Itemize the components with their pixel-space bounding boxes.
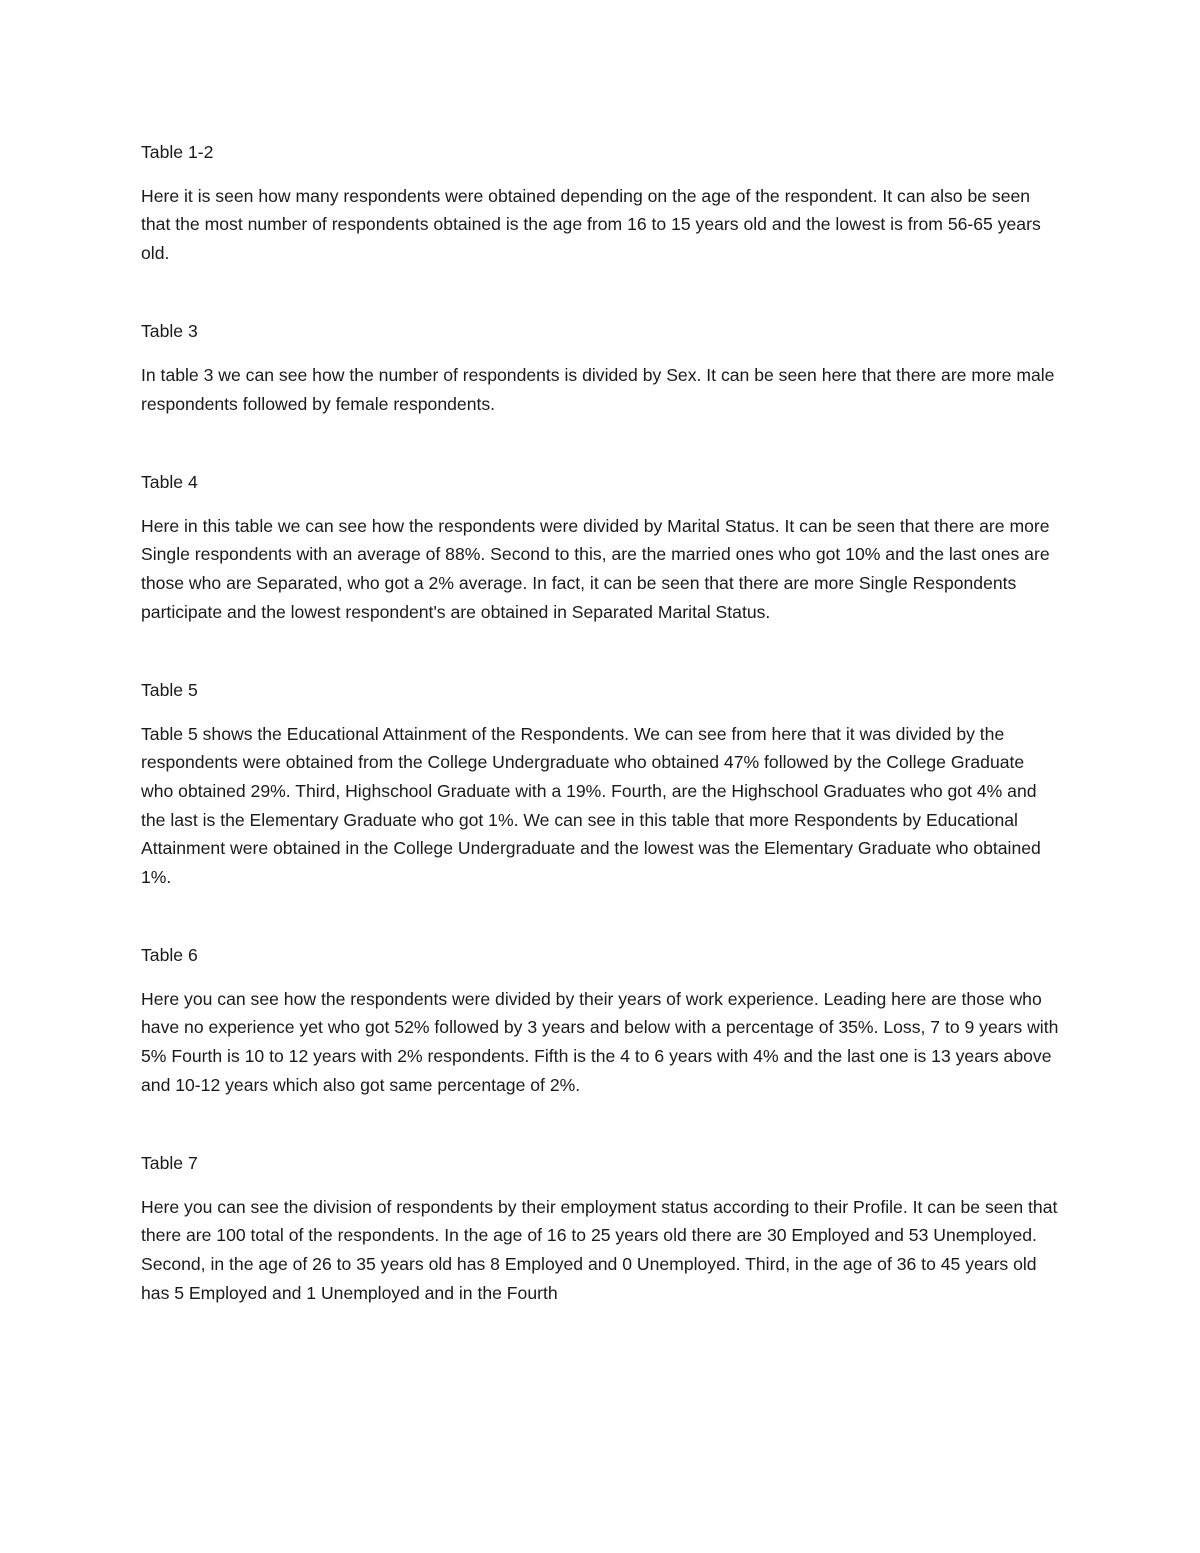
section-paragraph: Table 5 shows the Educational Attainment of the Respondents. We can see from here that it was divided by the respondents were obtained from the College Undergraduate who obtained 47% followed by the College Graduate who obtained 29%. Third, Highschool Graduate with a 19%. Fourth, are the Highschool Graduates who got 4% and the last is the Elementary Graduate who got 1%. We can see in this table that more Respondents by Educational Attainment were obtained in the College Undergraduate and the lowest was the Elementary Graduate who obtained 1%. — [141, 723, 1041, 887]
section-paragraph: Here you can see how the respondents were divided by their years of work experience. Leading here are those who have no experience yet who got 52% followed by 3 years and below with a percentage of 35%. Loss, 7 to 9 years with 5% Fourth is 10 to 12 years with 2% respondents. Fifth is the 4 to 6 years with 4% and the last one is 13 years above and 10-12 years which also got same percentage of 2%. — [141, 988, 1059, 1095]
section-heading: Table 6 — [141, 945, 198, 966]
section-table-3 — [141, 317, 1059, 418]
section-table-4 — [141, 468, 1059, 626]
section-paragraph: Here you can see the division of respondents by their employment status according to their Profile. It can be seen that there are 100 total of the respondents. In the age of 16 to 25 years old there are 30 Employed and 53 Unemployed. Second, in the age of 26 to 35 years old has 8 Employed and 0 Unemployed. Third, in the age of 36 to 45 years old has 5 Employed and 1 Unemployed and in the Fourth — [141, 1196, 1058, 1303]
section-table-7 — [141, 1149, 1059, 1307]
section-heading: Table 7 — [141, 1153, 198, 1174]
section-paragraph: In table 3 we can see how the number of respondents is divided by Sex. It can be seen here that there are more male respondents followed by female respondents. — [141, 364, 1055, 414]
section-paragraph: Here it is seen how many respondents were obtained depending on the age of the respondent. It can also be seen that the most number of respondents obtained is the age from 16 to 15 years old and the lowest is from 56-65 years old. — [141, 185, 1041, 263]
document-page — [141, 138, 1059, 1357]
section-paragraph: Here in this table we can see how the respondents were divided by Marital Status. It can be seen that there are more Single respondents with an average of 88%. Second to this, are the married ones who got 10% and the last ones are those who are Separated, who got a 2% average. In fact, it can be seen that there are more Single Respondents participate and the lowest respondent's are obtained in Separated Marital Status. — [141, 515, 1050, 622]
section-heading: Table 5 — [141, 680, 198, 701]
section-heading: Table 1-2 — [141, 142, 214, 162]
section-table-5 — [141, 676, 1059, 891]
section-table-6 — [141, 941, 1059, 1099]
section-heading: Table 3 — [141, 321, 198, 342]
section-heading: Table 4 — [141, 472, 198, 493]
section-table-1-2 — [141, 138, 1059, 267]
